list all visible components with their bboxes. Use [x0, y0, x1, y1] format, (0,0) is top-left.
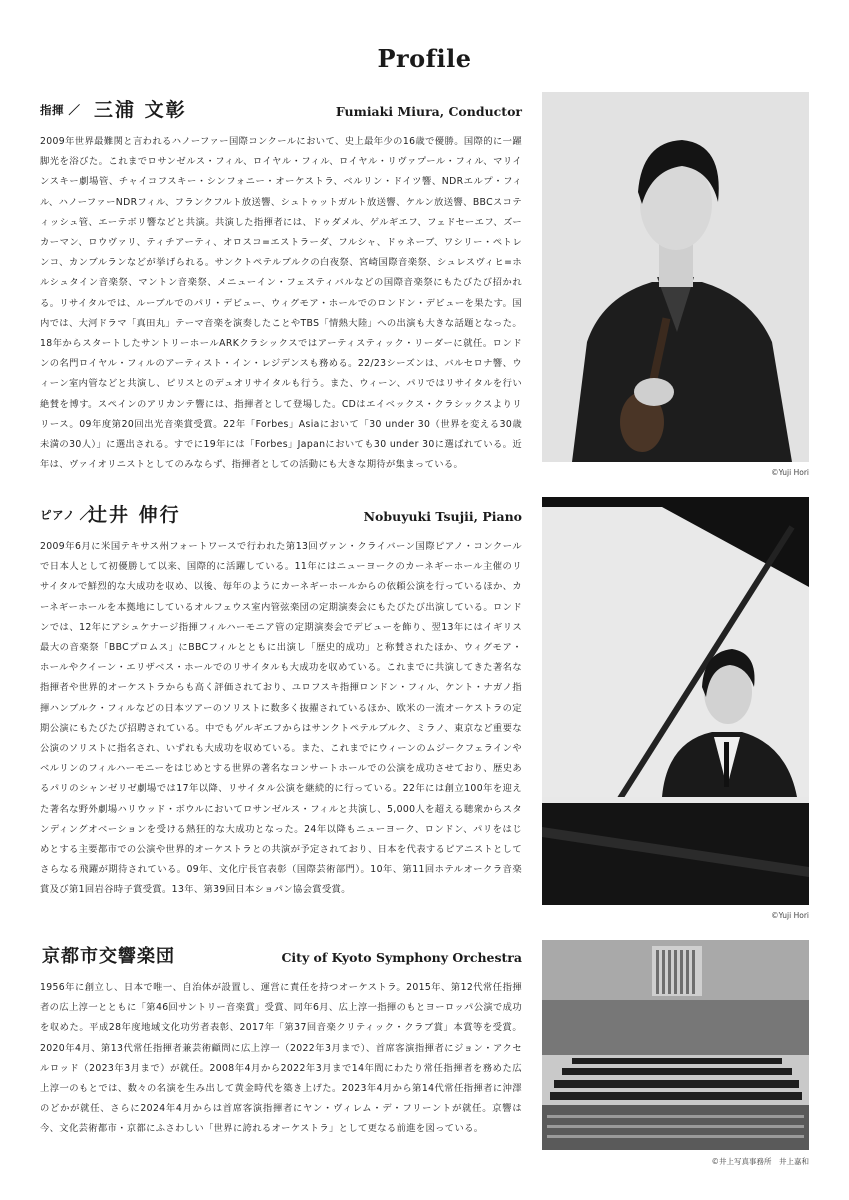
- name-english: Nobuyuki Tsujii, Piano: [363, 509, 522, 524]
- profile-pianist: [40, 497, 809, 925]
- profile-header: [40, 92, 522, 126]
- profile-conductor: [40, 92, 809, 484]
- name-english: City of Kyoto Symphony Orchestra: [281, 950, 522, 965]
- profile-text: [40, 497, 522, 901]
- photo-credit: ©井上写真事務所 井上嘉和: [711, 1157, 809, 1166]
- name-japanese: 三浦 文彰: [94, 99, 187, 121]
- profile-text: [40, 92, 522, 475]
- conductor-photo: [542, 92, 809, 462]
- orchestra-photo: [542, 940, 809, 1150]
- profile-text: [40, 938, 522, 1140]
- biography: 1956年に創立し、日本で唯一、自治体が設置し、運営に責任を持つオーケストラ。2015年、第12代常任指揮者の広上淳一とともに「第46回サントリー音楽賞」受賞、同年6月、広上淳一指揮のもとヨーロッパ公演で成功を収めた。平成28年度地域文化功労者表彰、2017年「第37回音楽クリティック・クラブ賞」本賞等を受賞。2020年4月、第13代常任指揮者兼芸術顧問に広上淳一（2022年3月まで）、首席客演指揮者にジョン・アクセルロッド（2023年3月まで）が就任。2008年4月から2022年3月まで14年間にわたり常任指揮者を務めた広上淳一のもとでは、数々の名演を生み出して黄金時代を築き上げた。2023年4月から第14代常任指揮者に沖澤のどかが就任、さらに2024年4月からは首席客演指揮者にヤン・ヴィレム・デ・フリーントが就任。京響は今、文化芸術都市・京都にふさわしい「世界に誇れるオーケストラ」として更なる前進を図っている。: [40, 982, 522, 1135]
- role-label: ピアノ ／: [40, 508, 92, 522]
- role-label: 指揮 ／: [40, 103, 81, 117]
- pianist-photo: [542, 497, 809, 905]
- biography: 2009年6月に米国テキサス州フォートワースで行われた第13回ヴァン・クライバーン国際ピアノ・コンクールで日本人として初優勝して以来、国際的に活躍している。11年にはニューヨークのカーネギーホール主催のリサイタルで鮮烈的な大成功を収め、以後、毎年のようにカーネギーホールからの依頼公演を行っているほか、カーネギーホールを本拠地にしているオルフェウス室内管弦楽団の定期演奏会にもたびたび出演している。ロンドンでは、12年にアシュケナージ指揮フィルハーモニア管の定期演奏会でデビューを飾り、翌13年にはイギリス最大の音楽祭「BBCプロムス」にBBCフィルとともに出演し「歴史的成功」と称賛されたほか、ウィグモア・ホールやクイーン・エリザベス・ホールでのリサイタルも大成功を収めている。これまでに共演してきた著名な指揮者や世界的オーケストラからも高く評価されており、ユロフスキ指揮ロンドン・フィル、ケント・ナガノ指揮ハンブルク・フィルなどの日本ツアーのソリストに数多く抜擢されているほか、欧米の一流オーケストラの定期公演にもたびたび招聘されている。中でもゲルギエフからはサンクトペテルブルク、ミラノ、東京など重要な公演のソリストに指名され、いずれも大成功を収めている。また、これまでにウィーンのムジークフェラインやベルリンのフィルハーモニーをはじめとする世界の著名なコンサートホールでの公演を成功させており、歴史あるパリのシャンゼリゼ劇場では17年以降、リサイタル公演を継続的に行っている。22年には創立100年を迎えた著名な野外劇場ハリウッド・ボウルにおいてロサンゼルス・フィルと共演し、5,000人を超える聴衆からスタンディングオベーションを受ける熱狂的な大成功となった。24年以降もニューヨーク、ロンドン、パリをはじめとする主要都市での公演や世界的オーケストラとの共演が予定されており、日本を代表するピアニストとしてさらなる飛躍が期待されている。09年、文化庁長官表彰（国際芸術部門）。10年、第11回ホテルオークラ音楽賞及び第1回岩谷時子賞受賞。13年、第39回日本ショパン協会賞受賞。: [40, 541, 522, 896]
- name-english: Fumiaki Miura, Conductor: [335, 104, 522, 119]
- profile-orchestra: [40, 938, 809, 1178]
- page-title: Profile: [377, 44, 472, 73]
- profile-header: [40, 497, 522, 531]
- name-japanese: 辻井 伸行: [88, 504, 181, 526]
- profile-header: [40, 938, 522, 972]
- name-japanese: 京都市交響楽団: [42, 946, 175, 967]
- photo-credit: ©Yuji Hori: [771, 911, 809, 920]
- biography: 2009年世界最難関と言われるハノーファー国際コンクールにおいて、史上最年少の16歳で優勝。国際的に一躍脚光を浴びた。これまでロサンゼルス・フィル、ロイヤル・フィル、ロイヤル・リヴァプール・フィル、マリインスキー劇場管、チャイコフスキー・シンフォニー・オーケストラ、ベルリン・ドイツ響、NDRエルプ・フィル、ハノーファーNDRフィル、フランクフルト放送響、シュトゥットガルト放送響、ケルン放送響、BBCスコティッシュ管、エーテボリ響などと共演。共演した指揮者には、ドゥダメル、ゲルギエフ、フェドセーエフ、ズーカーマン、ロウヴァリ、ティチアーティ、オロスコ=エストラーダ、フルシャ、ドゥネーブ、ワシリー・ペトレンコ、カンブルランなどが挙げられる。サンクトペテルブルクの白夜祭、宮崎国際音楽祭、シュレスヴィヒ=ホルシュタイン音楽祭、マントン音楽祭、メニューイン・フェスティバルなどの国際音楽祭にもたびたび招かれる。リサイタルでは、ルーブルでのパリ・デビュー、ウィグモア・ホールでのロンドン・デビューを果たす。国内では、大河ドラマ「真田丸」テーマ音楽を演奏したことやTBS「情熱大陸」への出演も大きな話題となった。18年からスタートしたサントリーホールARKクラシックスではアーティスティック・リーダーに就任。ロンドンの名門ロイヤル・フィルのアーティスト・イン・レジデンスも務める。22/23シーズンは、バルセロナ響、ウィーン室内管などと共演し、ピリスとのデュオリサイタルも行う。また、ウィーン、パリではリサイタルを行い絶賛を博す。スペインのアリカンテ響には、指揮者として登場した。CDはエイベックス・クラシックスよりリリース。09年度第20回出光音楽賞受賞。22年「Forbes」Asiaにおいて「30 under 30（世界を変える30歳未満の30人）」に選出される。すでに19年には「Forbes」Japanにおいても30 under 30に選ばれている。近年は、ヴァイオリニストとしてのみならず、指揮者としての活動にも大きな期待が集まっている。: [40, 136, 522, 471]
- photo-credit: ©Yuji Hori: [771, 468, 809, 477]
